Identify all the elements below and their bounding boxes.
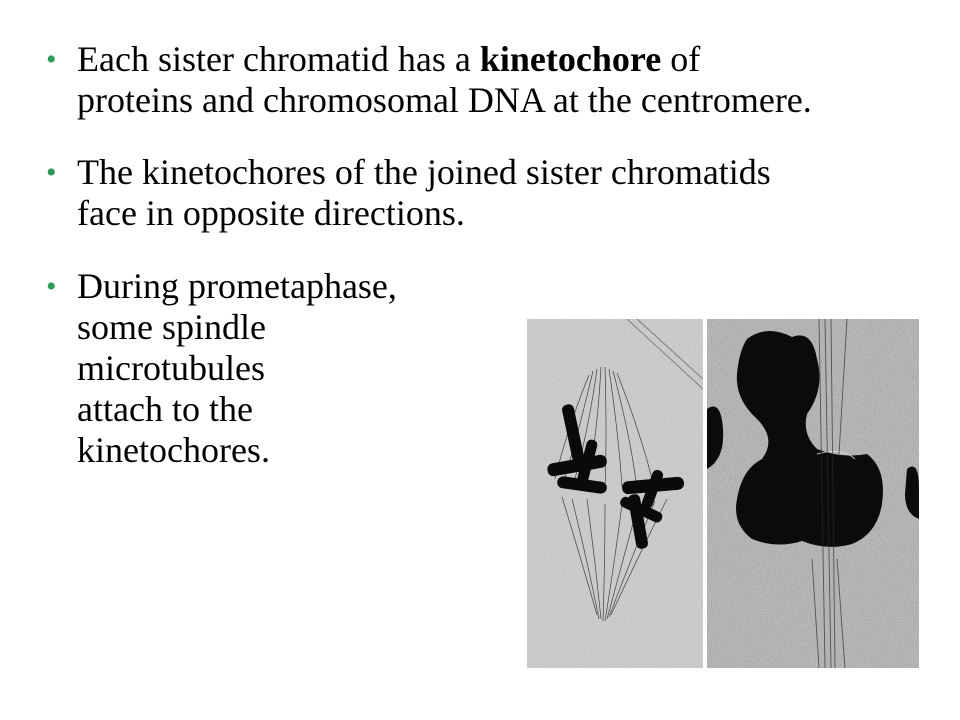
bullet-line (77, 39, 812, 80)
kinetochore-micrograph-icon (707, 319, 919, 668)
bullet-dot: • (46, 156, 57, 189)
bold-term: kinetochore (479, 39, 662, 79)
bullet-text (77, 266, 397, 471)
bullet-dot: • (46, 43, 57, 76)
bullet-line: face in opposite directions. (77, 193, 465, 233)
bullet-line: microtubules (77, 348, 265, 388)
bullet-prometaphase (46, 266, 466, 476)
bullet-line: attach to the (77, 389, 253, 429)
spindle-micrograph-icon (527, 319, 703, 668)
bullet-kinetochores-face (46, 152, 906, 234)
bullet-dot: • (46, 270, 57, 303)
bullet-line: some spindle (77, 307, 266, 347)
bullet-line: During prometaphase, (77, 266, 397, 306)
bullet-kinetochore (46, 39, 906, 121)
text-span: of (661, 39, 701, 79)
bullet-line: kinetochores. (77, 430, 270, 470)
text-span: Each sister chromatid has a (77, 39, 480, 79)
bullet-text (77, 39, 812, 121)
bullet-line: proteins and chromosomal DNA at the centromere. (77, 80, 812, 120)
bullet-line: The kinetochores of the joined sister chromatids (77, 152, 771, 192)
bullet-text (77, 152, 771, 234)
